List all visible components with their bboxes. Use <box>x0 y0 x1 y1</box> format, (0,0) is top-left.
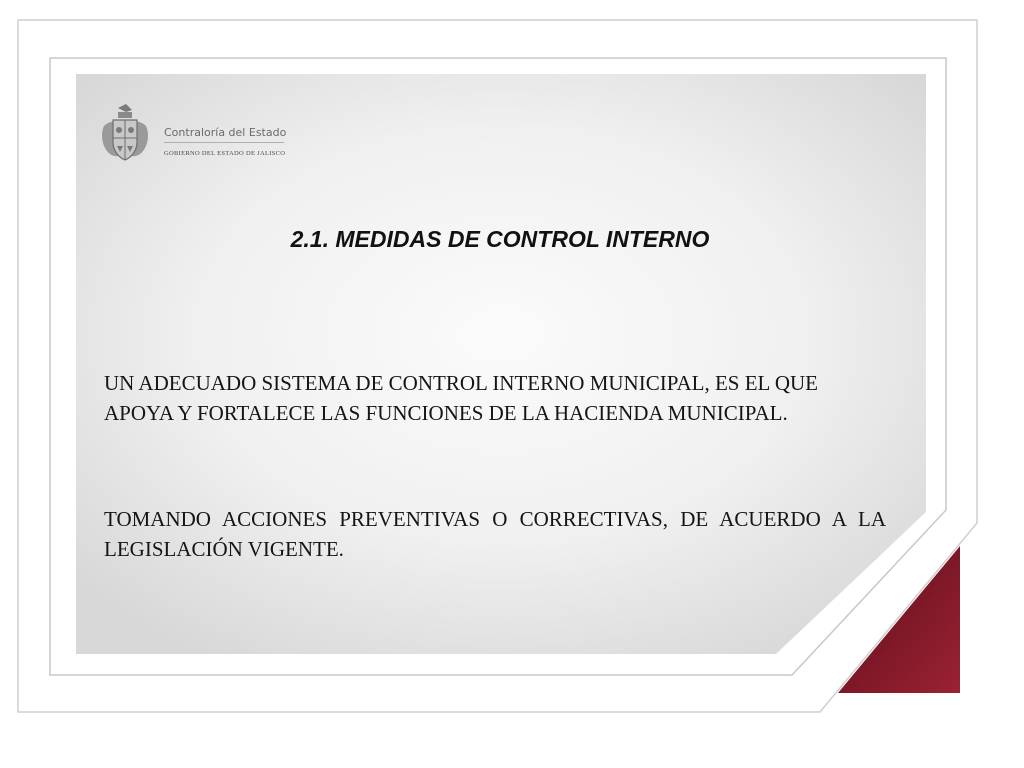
paragraph-2: TOMANDO ACCIONES PREVENTIVAS O CORRECTIVAS, DE ACUERDO A LA LEGISLACIÓN VIGENTE. <box>104 507 886 561</box>
paragraph-1: UN ADECUADO SISTEMA DE CONTROL INTERNO MUNICIPAL, ES EL QUE APOYA Y FORTALECE LAS FUNCIONES DE LA HACIENDA MUNICIPAL. <box>104 371 818 425</box>
org-name: Contraloría del Estado <box>164 126 287 139</box>
coat-of-arms-icon <box>96 104 156 164</box>
org-logo <box>96 104 296 164</box>
logo-divider <box>164 142 284 143</box>
slide-title: 2.1. MEDIDAS DE CONTROL INTERNO <box>290 226 710 252</box>
org-subtitle: GOBIERNO DEL ESTADO DE JALISCO <box>164 150 286 157</box>
